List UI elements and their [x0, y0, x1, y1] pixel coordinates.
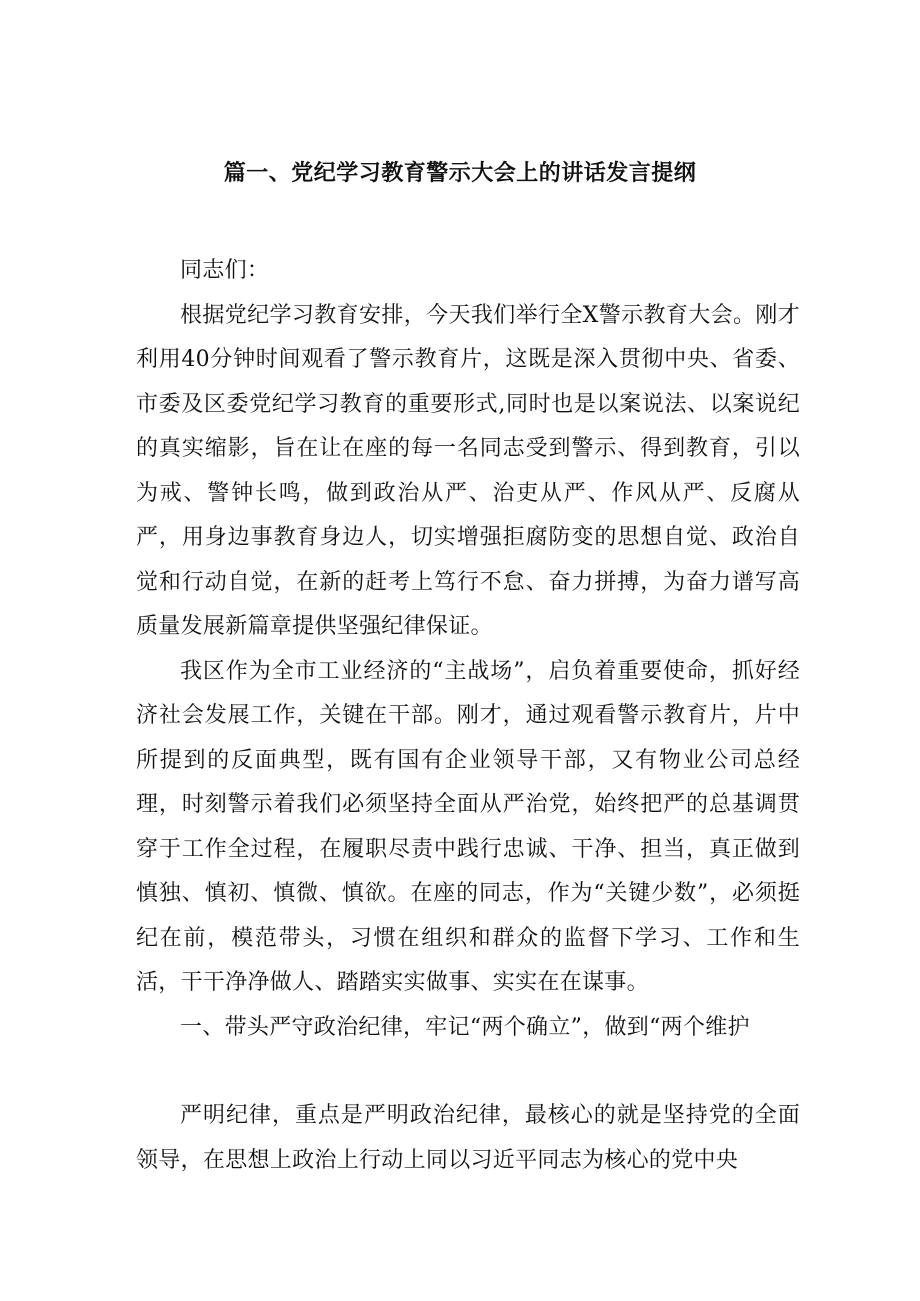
document-body	[136, 249, 800, 1183]
salutation-paragraph: 同志们：	[180, 258, 270, 283]
district-paragraph: 我区作为全市工业经济的“主战场”，启负着重要使命，抓好经济社会发展工作，关键在干部。刚才，通过观看警示教育片，片中所提到的反面典型，既有国有企业领导干部，又有物业公司总经理，时刻警示着我们必须坚持全面从严治党，始终把严的总基调贯穿于工作全过程，在履职尽责中践行忠诚、干净、担当，真正做到慎独、慎初、慎微、慎欲。在座的同志，作为“关键少数”，必须挺纪在前，模范带头，习惯在组织和群众的监督下学习、工作和生活，干干净净做人、踏踏实实做事、实实在在谋事。	[136, 658, 800, 995]
intro-paragraph: 根据党纪学习教育安排，今天我们举行全X警示教育大会。刚才利用40分钟时间观看了警示教育片，这既是深入贯彻中央、省委、市委及区委党纪学习教育的重要形式,同时也是以案说法、以案说纪的真实缩影，旨在让在座的每一名同志受到警示、得到教育，引以为戒、警钟长鸣，做到政治从严、治吏从严、作风从严、反腐从严，用身边事教育身边人，切实增强拒腐防变的思想自觉、政治自觉和行动自觉，在新的赶考上笃行不怠、奋力拼搏，为奋力谱写高质量发展新篇章提供坚强纪律保证。	[136, 302, 800, 639]
discipline-paragraph: 严明纪律，重点是严明政治纪律，最核心的就是坚持党的全面领导，在思想上政治上行动上同以习近平同志为核心的党中央	[136, 1103, 800, 1173]
document-title: 篇一、党纪学习教育警示大会上的讲话发言提纲	[223, 161, 697, 186]
paragraph-spacer	[136, 1050, 800, 1094]
section-heading-one: 一、带头严守政治纪律，牢记“两个确立”，做到“两个维护	[180, 1014, 750, 1040]
